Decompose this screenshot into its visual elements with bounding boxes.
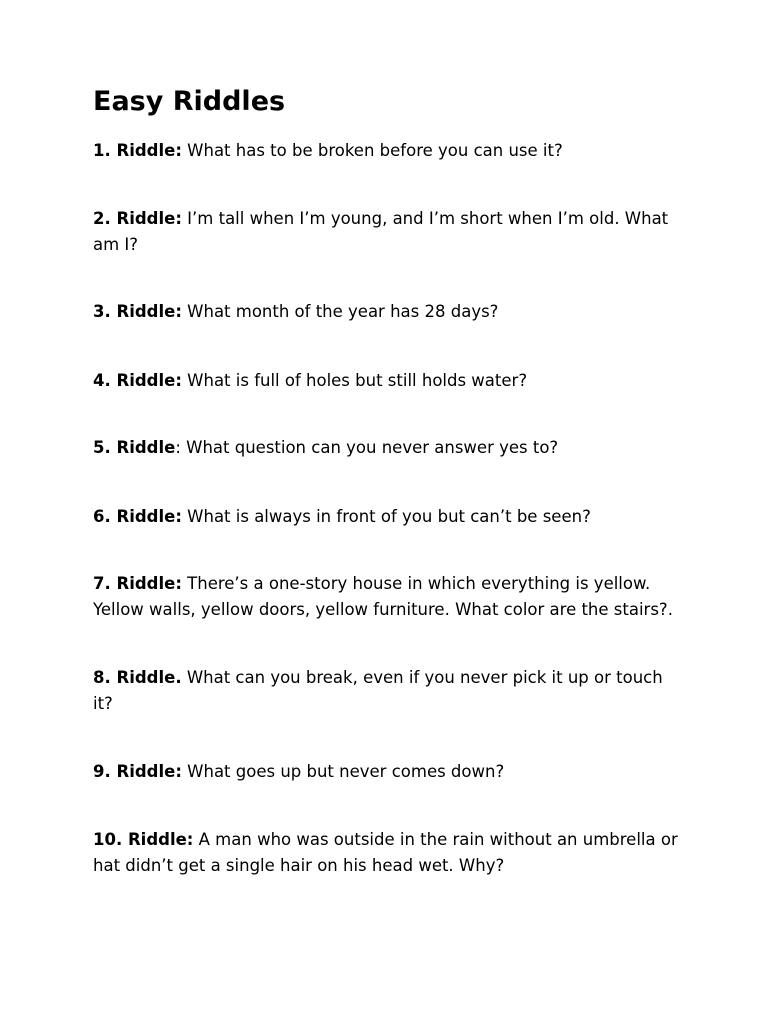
riddle-8-label: 8. Riddle. — [93, 668, 182, 687]
riddle-4-label: 4. Riddle: — [93, 371, 182, 390]
riddle-2-text: I’m tall when I’m young, and I’m short when I’m old. What am I? — [93, 209, 669, 254]
riddle-3 — [93, 299, 683, 325]
riddle-6 — [93, 504, 683, 530]
riddle-4-text: What is full of holes but still holds water? — [181, 371, 528, 390]
riddle-10 — [93, 827, 683, 879]
riddle-10-text: A man who was outside in the rain without an umbrella or hat didn’t get a single hair on his head wet. Why? — [93, 830, 678, 875]
riddle-2 — [93, 206, 683, 258]
riddle-9 — [93, 759, 683, 785]
riddle-1 — [93, 138, 683, 164]
riddle-10-label: 10. Riddle: — [93, 830, 194, 849]
riddle-4 — [93, 368, 683, 394]
riddle-5-label: 5. Riddle — [93, 438, 176, 457]
riddle-5-separator: : — [175, 438, 181, 457]
riddle-8-text: What can you break, even if you never pick it up or touch it? — [93, 668, 663, 713]
riddle-2-label: 2. Riddle: — [93, 209, 182, 228]
riddle-1-text: What has to be broken before you can use it? — [181, 141, 563, 160]
riddle-9-label: 9. Riddle: — [93, 762, 182, 781]
riddle-7-label: 7. Riddle: — [93, 574, 182, 593]
riddle-5-text: What question can you never answer yes to? — [180, 438, 559, 457]
riddle-3-label: 3. Riddle: — [93, 302, 182, 321]
riddle-9-text: What goes up but never comes down? — [181, 762, 505, 781]
riddle-3-text: What month of the year has 28 days? — [181, 302, 499, 321]
riddle-5 — [93, 435, 683, 461]
riddle-1-label: 1. Riddle: — [93, 141, 182, 160]
riddle-8 — [93, 665, 683, 717]
page-title: Easy Riddles — [93, 86, 286, 117]
riddle-6-label: 6. Riddle: — [93, 507, 182, 526]
riddle-7 — [93, 571, 683, 623]
riddle-7-text: There’s a one-story house in which everything is yellow. Yellow walls, yellow doors, yellow furniture. What color are the stairs?. — [93, 574, 673, 619]
riddle-6-text: What is always in front of you but can’t be seen? — [181, 507, 591, 526]
